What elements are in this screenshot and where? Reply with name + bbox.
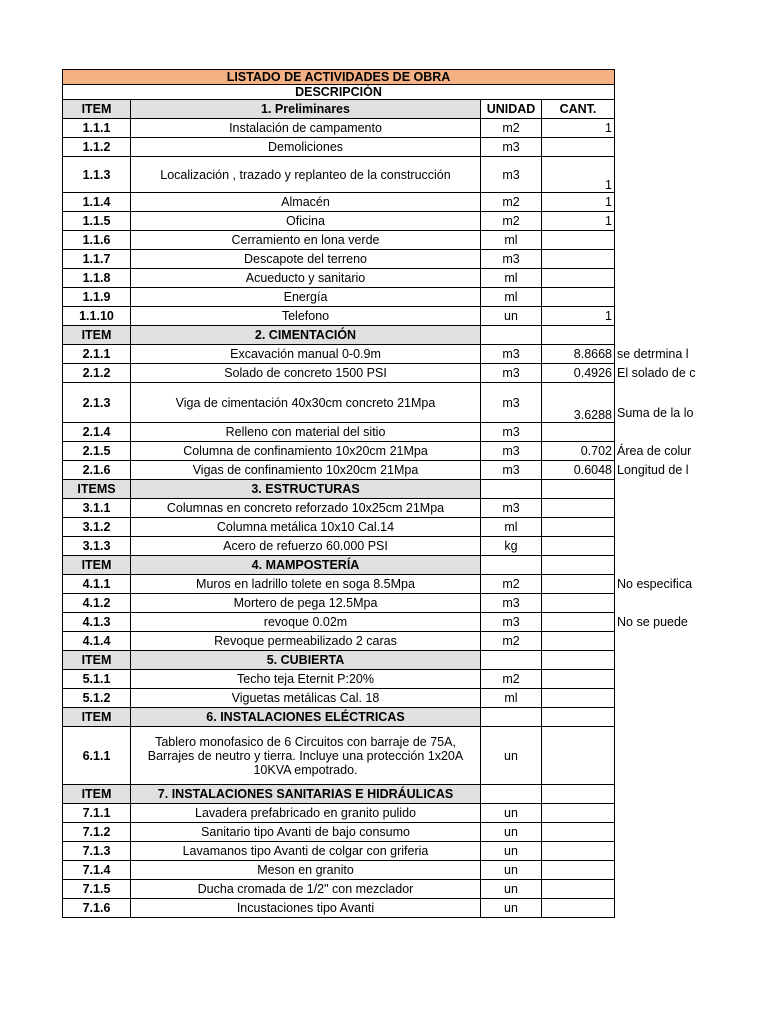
item-unit[interactable]: m3 [481, 442, 542, 461]
item-description[interactable]: Ducha cromada de 1/2" con mezclador [131, 880, 481, 899]
item-code[interactable]: 3.1.2 [63, 518, 131, 537]
item-description[interactable]: Instalación de campamento [131, 119, 481, 138]
overflow-note: se detrmina l [617, 346, 689, 361]
item-unit[interactable]: ml [481, 288, 542, 307]
item-description[interactable]: Excavación manual 0-0.9m [131, 345, 481, 364]
item-description[interactable]: Acueducto y sanitario [131, 269, 481, 288]
item-code[interactable]: 1.1.6 [63, 231, 131, 250]
item-code[interactable]: 7.1.3 [63, 842, 131, 861]
item-quantity[interactable] [542, 288, 615, 307]
item-unit[interactable]: m2 [481, 212, 542, 231]
unit-column-header[interactable]: UNIDAD [481, 100, 542, 119]
subtitle-row [63, 85, 615, 100]
item-unit[interactable]: un [481, 727, 542, 785]
item-unit[interactable]: un [481, 804, 542, 823]
item-description[interactable]: Vigas de confinamiento 10x20cm 21Mpa [131, 461, 481, 480]
section-header-row [63, 708, 615, 727]
section-header-row [63, 785, 615, 804]
table-row [63, 250, 615, 269]
item-unit[interactable]: m3 [481, 383, 542, 423]
item-code[interactable]: 7.1.5 [63, 880, 131, 899]
unit-header-cell[interactable] [481, 708, 542, 727]
item-quantity[interactable] [542, 689, 615, 708]
item-code[interactable]: 7.1.4 [63, 861, 131, 880]
item-quantity[interactable]: 8.8668 [542, 345, 615, 364]
table-row [63, 899, 615, 918]
item-unit[interactable]: m3 [481, 613, 542, 632]
table-row [63, 804, 615, 823]
table-row [63, 880, 615, 899]
item-code[interactable]: 4.1.3 [63, 613, 131, 632]
item-quantity[interactable] [542, 269, 615, 288]
section-title[interactable]: 3. ESTRUCTURAS [131, 480, 481, 499]
item-unit[interactable]: m3 [481, 423, 542, 442]
overflow-note: El solado de c [617, 365, 696, 380]
section-title[interactable]: 2. CIMENTACIÓN [131, 326, 481, 345]
table-row [63, 823, 615, 842]
table-row [63, 861, 615, 880]
section-title[interactable]: 1. Preliminares [131, 100, 481, 119]
table-row [63, 670, 615, 689]
section-title[interactable]: 5. CUBIERTA [131, 651, 481, 670]
item-description[interactable]: Columna metálica 10x10 Cal.14 [131, 518, 481, 537]
table-row [63, 269, 615, 288]
item-description[interactable]: Muros en ladrillo tolete en soga 8.5Mpa [131, 575, 481, 594]
item-quantity[interactable]: 1 [542, 307, 615, 326]
item-code[interactable]: 1.1.7 [63, 250, 131, 269]
item-code[interactable]: 7.1.1 [63, 804, 131, 823]
item-unit[interactable]: m2 [481, 632, 542, 651]
item-code[interactable]: 5.1.1 [63, 670, 131, 689]
item-code[interactable]: 6.1.1 [63, 727, 131, 785]
item-quantity[interactable]: 0.6048 [542, 461, 615, 480]
unit-header-cell[interactable] [481, 326, 542, 345]
item-description[interactable]: Incustaciones tipo Avanti [131, 899, 481, 918]
overflow-note: Área de colur [617, 443, 692, 458]
item-quantity[interactable] [542, 804, 615, 823]
item-unit[interactable]: ml [481, 689, 542, 708]
table-row [63, 307, 615, 326]
activities-table [62, 69, 615, 918]
item-quantity[interactable]: 0.702 [542, 442, 615, 461]
item-description[interactable]: Acero de refuerzo 60.000 PSI [131, 537, 481, 556]
table-row [63, 383, 615, 423]
item-quantity[interactable] [542, 250, 615, 269]
section-item-label[interactable]: ITEM [63, 556, 131, 575]
item-quantity[interactable] [542, 670, 615, 689]
item-unit[interactable]: un [481, 307, 542, 326]
item-quantity[interactable] [542, 880, 615, 899]
item-unit[interactable]: ml [481, 269, 542, 288]
item-code[interactable]: 4.1.2 [63, 594, 131, 613]
item-description[interactable]: revoque 0.02m [131, 613, 481, 632]
qty-header-cell[interactable] [542, 708, 615, 727]
sheet-title[interactable]: LISTADO DE ACTIVIDADES DE OBRA [63, 70, 615, 85]
table-row [63, 632, 615, 651]
table-row [63, 212, 615, 231]
table-row [63, 518, 615, 537]
item-description[interactable]: Techo teja Eternit P:20% [131, 670, 481, 689]
qty-header-cell[interactable] [542, 556, 615, 575]
item-code[interactable]: 5.1.2 [63, 689, 131, 708]
overflow-note: Suma de la lo [617, 405, 694, 420]
item-description[interactable]: Tablero monofasico de 6 Circuitos con barraje de 75A, Barrajes de neutro y tierra. Incluye una protección 1x20A 10KVA empotrado. [131, 727, 481, 785]
table-row [63, 119, 615, 138]
item-quantity[interactable] [542, 613, 615, 632]
table-row [63, 689, 615, 708]
item-quantity[interactable] [542, 518, 615, 537]
item-description[interactable]: Mortero de pega 12.5Mpa [131, 594, 481, 613]
item-unit[interactable]: un [481, 899, 542, 918]
item-description[interactable]: Almacén [131, 193, 481, 212]
item-code[interactable]: 7.1.6 [63, 899, 131, 918]
item-unit[interactable]: un [481, 823, 542, 842]
overflow-note: No especifica [617, 576, 693, 591]
section-title[interactable]: 6. INSTALACIONES ELÉCTRICAS [131, 708, 481, 727]
item-quantity[interactable] [542, 594, 615, 613]
table-row [63, 613, 615, 632]
table-row [63, 423, 615, 442]
item-code[interactable]: 3.1.3 [63, 537, 131, 556]
item-unit[interactable]: un [481, 842, 542, 861]
item-unit[interactable]: m2 [481, 193, 542, 212]
section-title[interactable]: 7. INSTALACIONES SANITARIAS E HIDRÁULICAS [131, 785, 481, 804]
section-header-row [63, 326, 615, 345]
table-row [63, 499, 615, 518]
table-row [63, 138, 615, 157]
item-description[interactable]: Meson en granito [131, 861, 481, 880]
qty-header-cell[interactable] [542, 651, 615, 670]
section-header-row [63, 480, 615, 499]
item-description[interactable]: Lavadera prefabricado en granito pulido [131, 804, 481, 823]
item-code[interactable]: 2.1.2 [63, 364, 131, 383]
item-code[interactable]: 4.1.4 [63, 632, 131, 651]
item-quantity[interactable] [542, 537, 615, 556]
section-item-label[interactable]: ITEM [63, 100, 131, 119]
item-quantity[interactable] [542, 231, 615, 250]
item-description[interactable]: Viguetas metálicas Cal. 18 [131, 689, 481, 708]
item-code[interactable]: 1.1.4 [63, 193, 131, 212]
item-code[interactable]: 1.1.2 [63, 138, 131, 157]
unit-header-cell[interactable] [481, 785, 542, 804]
item-code[interactable]: 3.1.1 [63, 499, 131, 518]
section-item-label[interactable]: ITEM [63, 326, 131, 345]
item-unit[interactable]: m2 [481, 670, 542, 689]
item-description[interactable]: Relleno con material del sitio [131, 423, 481, 442]
item-description[interactable]: Cerramiento en lona verde [131, 231, 481, 250]
item-unit[interactable]: m3 [481, 157, 542, 193]
section-item-label[interactable]: ITEMS [63, 480, 131, 499]
item-unit[interactable]: m2 [481, 575, 542, 594]
item-unit[interactable]: m3 [481, 461, 542, 480]
item-code[interactable]: 1.1.5 [63, 212, 131, 231]
item-code[interactable]: 1.1.3 [63, 157, 131, 193]
item-quantity[interactable] [542, 727, 615, 785]
item-code[interactable]: 1.1.8 [63, 269, 131, 288]
item-code[interactable]: 1.1.10 [63, 307, 131, 326]
overflow-note: Longitud de l [617, 462, 689, 477]
table-row [63, 727, 615, 785]
table-row [63, 537, 615, 556]
table-row [63, 575, 615, 594]
section-header-row [63, 100, 615, 119]
item-unit[interactable]: kg [481, 537, 542, 556]
item-quantity[interactable] [542, 138, 615, 157]
item-quantity[interactable]: 1 [542, 212, 615, 231]
item-quantity[interactable] [542, 423, 615, 442]
item-description[interactable]: Columna de confinamiento 10x20cm 21Mpa [131, 442, 481, 461]
item-code[interactable]: 2.1.6 [63, 461, 131, 480]
table-row [63, 231, 615, 250]
item-description[interactable]: Solado de concreto 1500 PSI [131, 364, 481, 383]
item-quantity[interactable] [542, 861, 615, 880]
title-row [63, 70, 615, 85]
section-header-row [63, 556, 615, 575]
item-code[interactable]: 4.1.1 [63, 575, 131, 594]
item-code[interactable]: 2.1.1 [63, 345, 131, 364]
item-unit[interactable]: un [481, 880, 542, 899]
item-quantity[interactable] [542, 499, 615, 518]
item-description[interactable]: Energía [131, 288, 481, 307]
item-quantity[interactable] [542, 632, 615, 651]
item-quantity[interactable] [542, 823, 615, 842]
table-row [63, 193, 615, 212]
unit-header-cell[interactable] [481, 480, 542, 499]
item-quantity[interactable]: 1 [542, 157, 615, 193]
table-row [63, 364, 615, 383]
item-code[interactable]: 2.1.5 [63, 442, 131, 461]
table-row [63, 157, 615, 193]
item-quantity[interactable] [542, 575, 615, 594]
item-quantity[interactable]: 1 [542, 193, 615, 212]
table-row [63, 461, 615, 480]
item-quantity[interactable] [542, 899, 615, 918]
table-row [63, 594, 615, 613]
item-quantity[interactable]: 0.4926 [542, 364, 615, 383]
qty-header-cell[interactable] [542, 480, 615, 499]
qty-header-cell[interactable] [542, 785, 615, 804]
qty-column-header[interactable]: CANT. [542, 100, 615, 119]
item-unit[interactable]: m3 [481, 250, 542, 269]
sheet-subtitle[interactable]: DESCRIPCIÓN [63, 85, 615, 100]
section-header-row [63, 651, 615, 670]
section-item-label[interactable]: ITEM [63, 708, 131, 727]
unit-header-cell[interactable] [481, 651, 542, 670]
item-description[interactable]: Telefono [131, 307, 481, 326]
item-code[interactable]: 2.1.3 [63, 383, 131, 423]
table-row [63, 288, 615, 307]
item-unit[interactable]: m3 [481, 594, 542, 613]
item-description[interactable]: Viga de cimentación 40x30cm concreto 21Mpa [131, 383, 481, 423]
section-title[interactable]: 4. MAMPOSTERÍA [131, 556, 481, 575]
item-code[interactable]: 1.1.9 [63, 288, 131, 307]
item-unit[interactable]: ml [481, 231, 542, 250]
unit-header-cell[interactable] [481, 556, 542, 575]
item-description[interactable]: Demoliciones [131, 138, 481, 157]
item-quantity[interactable]: 3.6288 [542, 383, 615, 423]
item-unit[interactable]: m2 [481, 119, 542, 138]
item-unit[interactable]: m3 [481, 364, 542, 383]
table-row [63, 345, 615, 364]
item-quantity[interactable]: 1 [542, 119, 615, 138]
item-unit[interactable]: m3 [481, 345, 542, 364]
qty-header-cell[interactable] [542, 326, 615, 345]
section-item-label[interactable]: ITEM [63, 651, 131, 670]
item-description[interactable]: Lavamanos tipo Avanti de colgar con griferia [131, 842, 481, 861]
item-description[interactable]: Columnas en concreto reforzado 10x25cm 21Mpa [131, 499, 481, 518]
item-unit[interactable]: m3 [481, 138, 542, 157]
item-description[interactable]: Localización , trazado y replanteo de la construcción [131, 157, 481, 193]
item-quantity[interactable] [542, 842, 615, 861]
item-description[interactable]: Revoque permeabilizado 2 caras [131, 632, 481, 651]
item-description[interactable]: Sanitario tipo Avanti de bajo consumo [131, 823, 481, 842]
table-row [63, 442, 615, 461]
item-unit[interactable]: un [481, 861, 542, 880]
item-code[interactable]: 7.1.2 [63, 823, 131, 842]
item-code[interactable]: 2.1.4 [63, 423, 131, 442]
activities-table-body [63, 70, 615, 918]
item-description[interactable]: Oficina [131, 212, 481, 231]
table-row [63, 842, 615, 861]
overflow-note: No se puede [617, 614, 688, 629]
item-description[interactable]: Descapote del terreno [131, 250, 481, 269]
item-unit[interactable]: ml [481, 518, 542, 537]
item-unit[interactable]: m3 [481, 499, 542, 518]
section-item-label[interactable]: ITEM [63, 785, 131, 804]
item-code[interactable]: 1.1.1 [63, 119, 131, 138]
